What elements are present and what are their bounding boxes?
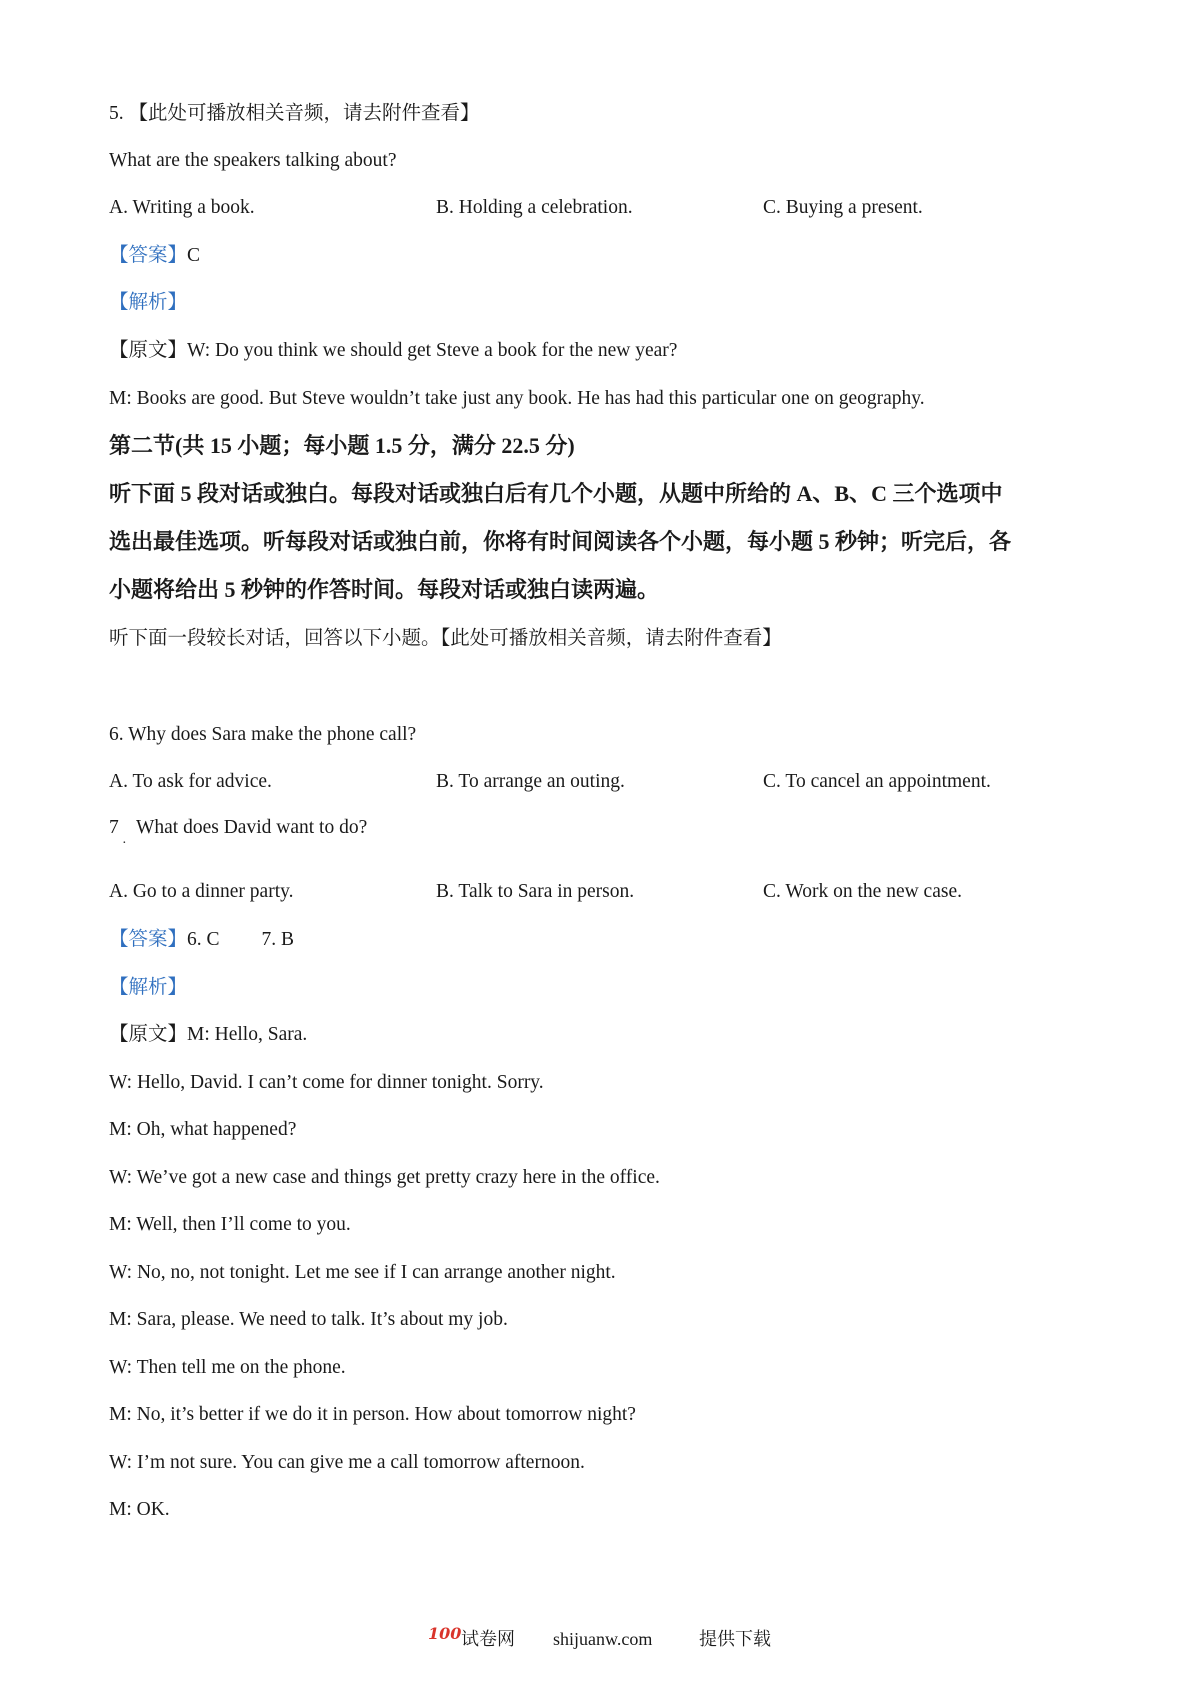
q5-option-a: A. Writing a book. — [109, 197, 255, 218]
q7-option-a: A. Go to a dinner party. — [109, 881, 294, 902]
answer-tag: 【答案】 — [109, 929, 188, 950]
footer-domain: shijuanw.com — [553, 1629, 653, 1649]
q6-option-a: A. To ask for advice. — [109, 771, 272, 792]
transcript-text: M: Hello, Sara. — [187, 1024, 308, 1045]
q5-option-c: C. Buying a present. — [763, 197, 923, 218]
q67-transcript-line-8: W: Then tell me on the phone. — [109, 1357, 346, 1378]
q67-transcript-line-4: W: We’ve got a new case and things get pretty crazy here in the office. — [109, 1167, 660, 1188]
q67-transcript-line-3: M: Oh, what happened? — [109, 1119, 297, 1140]
q67-analysis-tag: 【解析】 — [109, 977, 188, 998]
transcript-text: W: Do you think we should get Steve a book for the new year? — [187, 340, 678, 361]
transcript-tag: 【原文】 — [109, 340, 188, 361]
q6-question: 6. Why does Sara make the phone call? — [109, 724, 417, 745]
section2-instructions-1: 听下面 5 段对话或独白。每段对话或独白后有几个小题，从题中所给的 A、B、C 三个选项中 — [109, 481, 1003, 506]
q7-option-b: B. Talk to Sara in person. — [436, 881, 635, 902]
q5-transcript-line-1 — [109, 338, 677, 364]
q67-transcript-line-11: M: OK. — [109, 1499, 170, 1520]
site-logo: 100 — [428, 1624, 462, 1643]
transcript-tag: 【原文】 — [109, 1024, 188, 1045]
q6-option-c: C. To cancel an appointment. — [763, 771, 991, 792]
answer-tag: 【答案】 — [109, 245, 188, 266]
q67-transcript-line-5: M: Well, then I’ll come to you. — [109, 1214, 351, 1235]
q6-option-b: B. To arrange an outing. — [436, 771, 625, 792]
q67-transcript-line-9: M: No, it’s better if we do it in person. How about tomorrow night? — [109, 1404, 636, 1425]
section2-heading: 第二节(共 15 小题；每小题 1.5 分，满分 22.5 分) — [109, 433, 575, 458]
q6-answer: 6. C — [187, 929, 220, 950]
q7-number: 7 — [109, 817, 119, 838]
q5-question: What are the speakers talking about? — [109, 150, 397, 171]
q5-answer: C — [187, 245, 201, 266]
section2-instructions-2: 选出最佳选项。听每段对话或独白前，你将有时间阅读各个小题，每小题 5 秒钟；听完后，各 — [109, 529, 1012, 554]
q5-option-b: B. Holding a celebration. — [436, 197, 633, 218]
footer-site-name: 试卷网 — [461, 1629, 515, 1649]
q67-transcript-line-6: W: No, no, not tonight. Let me see if I can arrange another night. — [109, 1262, 616, 1283]
q5-analysis-tag: 【解析】 — [109, 292, 188, 313]
footer-download: 提供下载 — [699, 1629, 771, 1649]
q67-transcript-line-7: M: Sara, please. We need to talk. It’s about my job. — [109, 1309, 508, 1330]
q7-number-dot: · — [122, 836, 127, 851]
q5-transcript-line-2: M: Books are good. But Steve wouldn’t take just any book. He has had this particular one on geography. — [109, 388, 925, 409]
section2-intro: 听下面一段较长对话，回答以下小题。【此处可播放相关音频，请去附件查看】 — [109, 628, 782, 649]
q67-answer-row — [109, 927, 294, 953]
q67-transcript-line-10: W: I’m not sure. You can give me a call tomorrow afternoon. — [109, 1452, 585, 1473]
q7-question: What does David want to do? — [136, 817, 368, 838]
q7-answer: 7. B — [261, 929, 295, 950]
q5-answer-row — [109, 243, 200, 269]
q7-option-c: C. Work on the new case. — [763, 881, 962, 902]
q67-transcript-line-1 — [109, 1022, 307, 1048]
q67-transcript-line-2: W: Hello, David. I can’t come for dinner tonight. Sorry. — [109, 1072, 544, 1093]
q5-number-line: 5. 【此处可播放相关音频，请去附件查看】 — [109, 103, 480, 124]
section2-instructions-3: 小题将给出 5 秒钟的作答时间。每段对话或独白读两遍。 — [109, 577, 660, 602]
